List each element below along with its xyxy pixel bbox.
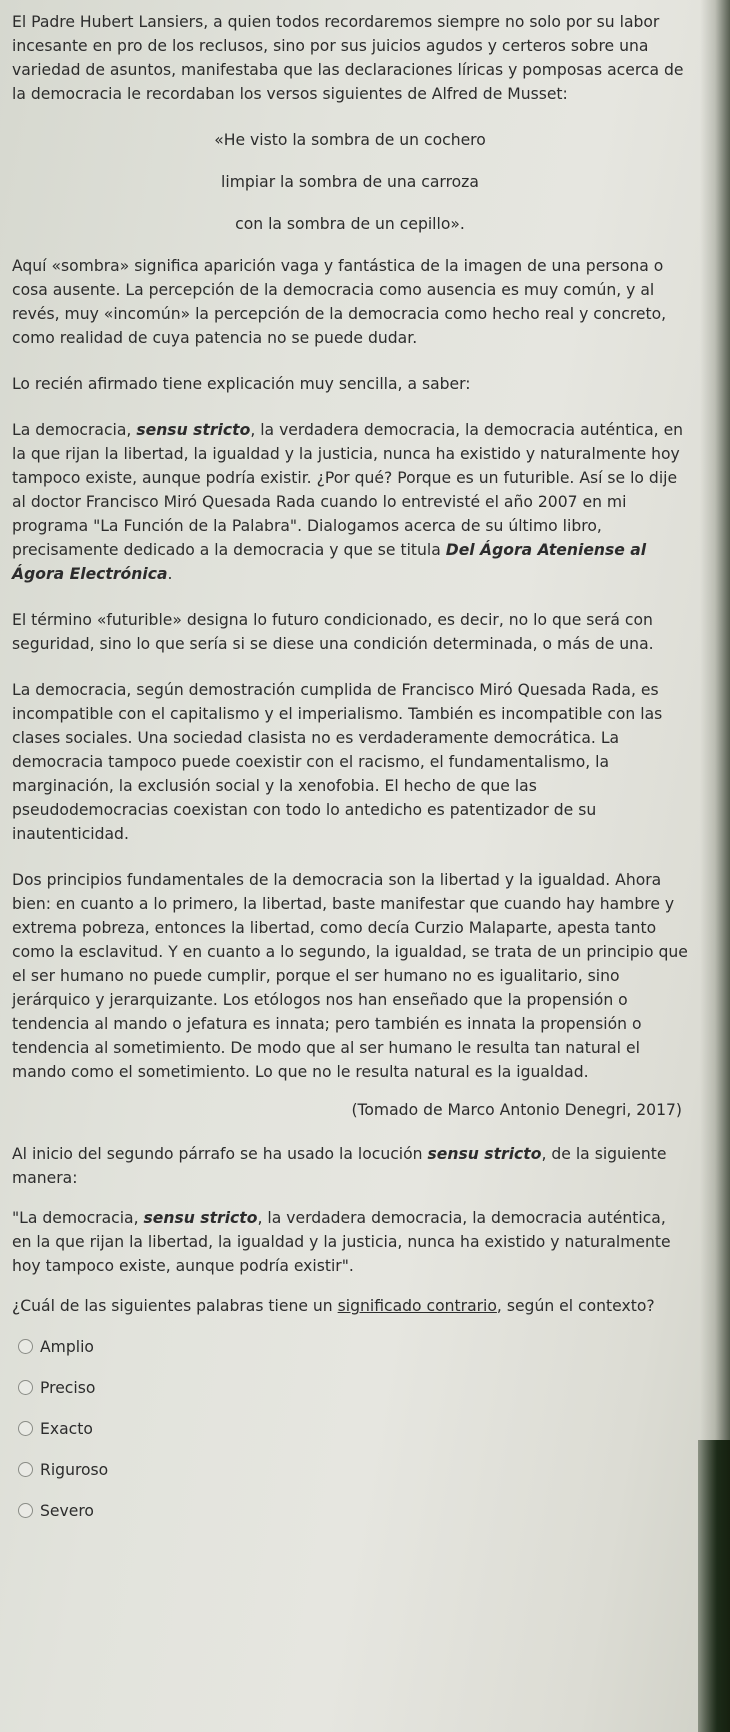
text-run: , de la siguiente manera: bbox=[12, 1145, 667, 1187]
paragraph-sombra: Aquí «sombra» significa aparición vaga y fantástica de la imagen de una persona o cosa ausente. La percepción de la democracia como ausencia es muy común, y al revés, muy «incomún» la percepción de la democracia como hecho real y concreto, como realidad de cuya patencia no se puede dudar. bbox=[12, 257, 667, 347]
paragraph-incompatible: La democracia, según demostración cumplida de Francisco Miró Quesada Rada, es incompatible con el capitalismo y el imperialismo. También es incompatible con las clases sociales. Una sociedad clasista no es verdaderamente democrática. La democracia tampoco puede coexistir con el racismo, el fundamentalismo, la marginación, la exclusión social y la xenofobia. El hecho de que las pseudodemocracias coexistan con todo lo antedicho es patentizador de su inautenticidad. bbox=[12, 681, 663, 843]
radio-button[interactable] bbox=[18, 1503, 33, 1518]
underlined-phrase: significado contrario bbox=[337, 1297, 497, 1315]
text-run: Al inicio del segundo párrafo se ha usado la locución bbox=[12, 1145, 428, 1163]
source-citation: (Tomado de Marco Antonio Denegri, 2017) bbox=[351, 1101, 682, 1119]
radio-button[interactable] bbox=[18, 1339, 33, 1354]
option-severo[interactable] bbox=[12, 1490, 688, 1531]
poem-line: «He visto la sombra de un cochero bbox=[214, 131, 486, 149]
option-label: Exacto bbox=[40, 1419, 93, 1438]
option-preciso[interactable] bbox=[12, 1367, 688, 1408]
paragraph-futurible: El término «futurible» designa lo futuro condicionado, es decir, no lo que será con seguridad, sino lo que sería si se diese una condición determinada, o más de una. bbox=[12, 611, 654, 653]
background-edge bbox=[698, 1440, 730, 1732]
emphasis-sensu-stricto: sensu stricto bbox=[136, 421, 251, 439]
paragraph-democracia bbox=[12, 418, 688, 586]
option-label: Severo bbox=[40, 1501, 94, 1520]
paragraph-principios: Dos principios fundamentales de la democracia son la libertad y la igualdad. Ahora bien: en cuanto a lo primero, la libertad, baste manifestar que cuando hay hambre y extrema pobreza, entonces la libertad, como decía Curzio Malaparte, apesta tanto como la esclavitud. Y en cuanto a lo segundo, la igualdad, se trata de un principio que el ser humano no puede cumplir, porque el ser humano no es igualitario, sino jerárquico y jerarquizante. Los etólogos nos han enseñado que la propensión o tendencia al mando o jefatura es innata; pero también es innata la propensión o tendencia al sometimiento. De modo que al ser humano le resulta tan natural el mando como el sometimiento. Lo que no le resulta natural es la igualdad. bbox=[12, 871, 688, 1081]
text-run: ¿Cuál de las siguientes palabras tiene un bbox=[12, 1297, 338, 1315]
paragraph-explicacion: Lo recién afirmado tiene explicación muy sencilla, a saber: bbox=[12, 375, 471, 393]
text-run: "La democracia, bbox=[12, 1209, 144, 1227]
radio-button[interactable] bbox=[18, 1421, 33, 1436]
option-riguroso[interactable] bbox=[12, 1449, 688, 1490]
option-exacto[interactable] bbox=[12, 1408, 688, 1449]
option-label: Amplio bbox=[40, 1337, 94, 1356]
question-quote bbox=[12, 1206, 688, 1278]
poem-line: con la sombra de un cepillo». bbox=[235, 215, 465, 233]
emphasis-sensu-stricto: sensu stricto bbox=[427, 1145, 542, 1163]
text-run: , según el contexto? bbox=[496, 1297, 655, 1315]
poem-verses bbox=[12, 128, 688, 236]
answer-options bbox=[12, 1326, 688, 1531]
emphasis-sensu-stricto: sensu stricto bbox=[143, 1209, 258, 1227]
paragraph-intro: El Padre Hubert Lansiers, a quien todos recordaremos siempre no solo por su labor incesante en pro de los reclusos, sino por sus juicios agudos y certeros sobre una variedad de asuntos, manifestaba que las declaraciones líricas y pomposas acerca de la democracia le recordaban los versos siguientes de Alfred de Musset: bbox=[12, 13, 684, 103]
question-intro bbox=[12, 1142, 688, 1190]
poem-line: limpiar la sombra de una carroza bbox=[221, 173, 479, 191]
radio-button[interactable] bbox=[18, 1380, 33, 1395]
text-run: , la verdadera democracia, la democracia auténtica, en la que rijan la libertad, la igualdad y la justicia, nunca ha existido y naturalmente hoy tampoco existe, aunque podría existir. ¿Por qué? Porque es un futurible. Así se lo dije al doctor Francisco Miró Quesada Rada cuando lo entrevisté el año 2007 en mi programa "La Función de la Palabra". Dialogamos acerca de su último libro, precisamente dedicado a la democracia y que se titula bbox=[12, 421, 684, 559]
radio-button[interactable] bbox=[18, 1462, 33, 1477]
option-label: Preciso bbox=[40, 1378, 96, 1397]
text-run: La democracia, bbox=[12, 421, 137, 439]
option-label: Riguroso bbox=[40, 1460, 109, 1479]
option-amplio[interactable] bbox=[12, 1326, 688, 1367]
text-run: . bbox=[167, 565, 173, 583]
question-prompt bbox=[12, 1294, 688, 1318]
book-title: Del Ágora Ateniense al Ágora Electrónica bbox=[12, 541, 647, 583]
text-run: , la verdadera democracia, la democracia auténtica, en la que rijan la libertad, la igualdad y la justicia, nunca ha existido y naturalmente hoy tampoco existe, aunque podría existir". bbox=[12, 1209, 671, 1275]
